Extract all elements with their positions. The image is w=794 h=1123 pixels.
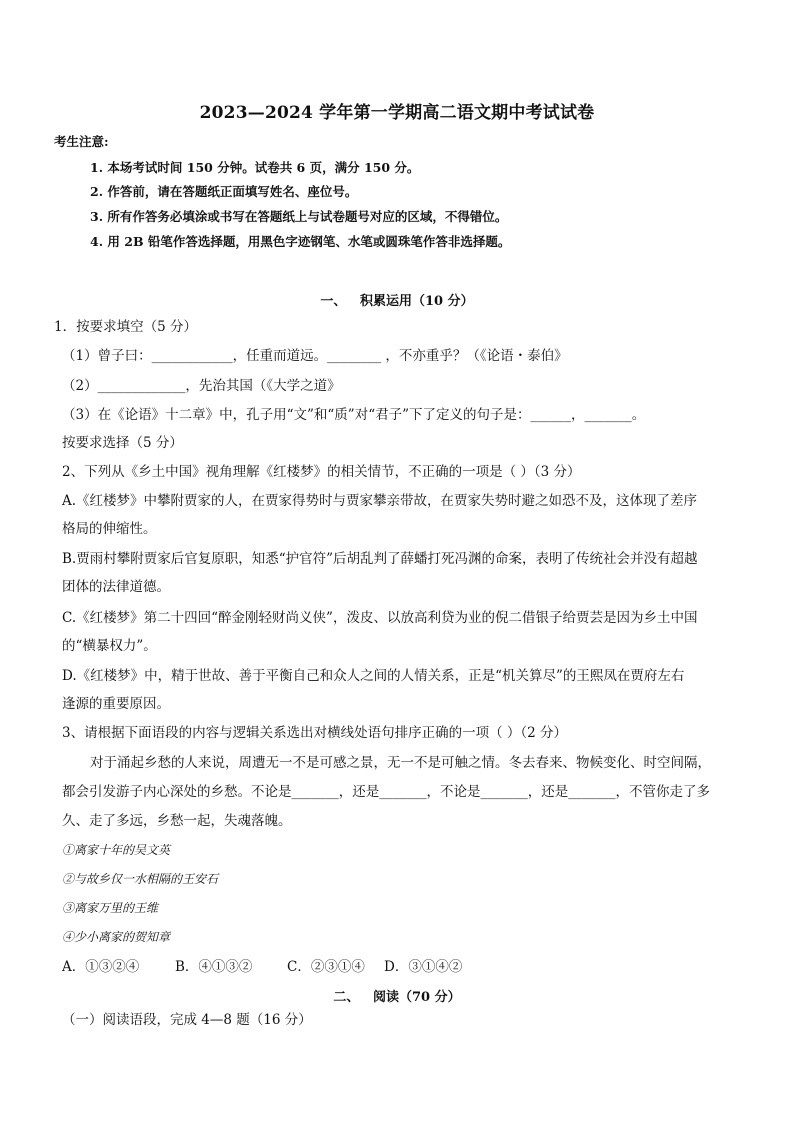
q3-item-1: ①离家十年的吴文英: [62, 843, 171, 857]
q2-option-a-line-2: 格局的伸缩性。: [62, 521, 157, 537]
q3-item-2: ②与故乡仅一水相隔的王安石: [62, 872, 219, 886]
q2-option-a-line-1: A.《红楼梦》中攀附贾家的人，在贾家得势时与贾家攀亲带故，在贾家失势时避之如恐不及，这体现了差序: [62, 493, 698, 509]
q3-option-d: D．③①④②: [384, 959, 463, 975]
notice-item-2: 2. 作答前，请在答题纸正面填写姓名、座位号。: [90, 184, 358, 199]
q2-option-c-line-2: 的“横暴权力”。: [62, 638, 157, 654]
q3-paragraph-line-3: 久、走了多远，乡愁一起，失魂落魄。: [62, 813, 292, 829]
q3-item-4: ④少小离家的贺知章: [62, 930, 171, 944]
notice-item-3: 3. 所有作答务必填涂或书写在答题纸上与试卷题号对应的区域，不得错位。: [90, 209, 508, 224]
q3-item-3: ③离家万里的王维: [62, 901, 159, 915]
q3-stem: 3、请根据下面语段的内容与逻辑关系选出对横线处语句排序正确的一项（ ）（2 分）: [62, 725, 568, 741]
q3-paragraph-line-1: 对于涌起乡愁的人来说，周遭无一不是可感之景，无一不是可触之情。冬去春来、物候变化、时空间隔，: [90, 755, 711, 771]
q2-option-b-line-2: 团体的法律道德。: [62, 579, 170, 595]
exam-title: 2023—2024 学年第一学期高二语文期中考试试卷: [199, 103, 595, 123]
q2-stem: 2、下列从《乡土中国》视角理解《红楼梦》的相关情节，不正确的一项是（ ）（3 分）: [62, 464, 581, 480]
section-2-heading: 二、 阅读（70 分）: [333, 990, 461, 1005]
notice-heading: 考生注意:: [54, 134, 109, 149]
q2-option-d-line-2: 逢源的重要原因。: [62, 696, 170, 712]
q1-stem: 1．按要求填空（5 分）: [54, 319, 197, 335]
q3-option-a: A．①③②④: [62, 959, 140, 975]
q1-line-1: （1）曾子曰：____________，任重而道远。________ ，不亦重乎？（《论语・泰伯》: [62, 348, 568, 364]
q2-option-c-line-1: C.《红楼梦》第二十四回“醉金刚轻财尚义侠”，泼皮、以放高利贷为业的倪二借银子给贾芸是因为乡土中国: [62, 610, 698, 626]
q1-line-3: （3）在《论语》十二章》中，孔子用“文”和“质”对“君子”下了定义的句子是：______，_______。: [62, 407, 646, 423]
q2-option-b-line-1: B.贾雨村攀附贾家后官复原职，知悉“护官符”后胡乱判了薛蟠打死冯渊的命案，表明了传统社会并没有超越: [62, 551, 698, 567]
reading-instruction: （一）阅读语段，完成 4—8 题（16 分）: [62, 1012, 312, 1028]
q3-option-c: C．②③①④: [287, 959, 365, 975]
q2-option-d-line-1: D.《红楼梦》中，精于世故、善于平衡自己和众人之间的人情关系，正是“机关算尽”的王熙凤在贾府左右: [62, 668, 685, 684]
section-1-heading: 一、 积累运用（10 分）: [320, 294, 474, 309]
q3-option-b: B．④①③②: [175, 959, 253, 975]
q1-line-2: （2）_____________，先治其国（《大学之道》: [62, 378, 341, 394]
q3-paragraph-line-2: 都会引发游子内心深处的乡愁。不论是_______，还是_______，不论是_______，还是_______，不管你走了多: [62, 784, 710, 800]
notice-item-4: 4. 用 2B 铅笔作答选择题，用黑色字迹钢笔、水笔或圆珠笔作答非选择题。: [90, 234, 511, 249]
notice-item-1: 1. 本场考试时间 150 分钟。试卷共 6 页，满分 150 分。: [90, 160, 420, 175]
q1-choose-instruction: 按要求选择（5 分）: [62, 435, 183, 451]
